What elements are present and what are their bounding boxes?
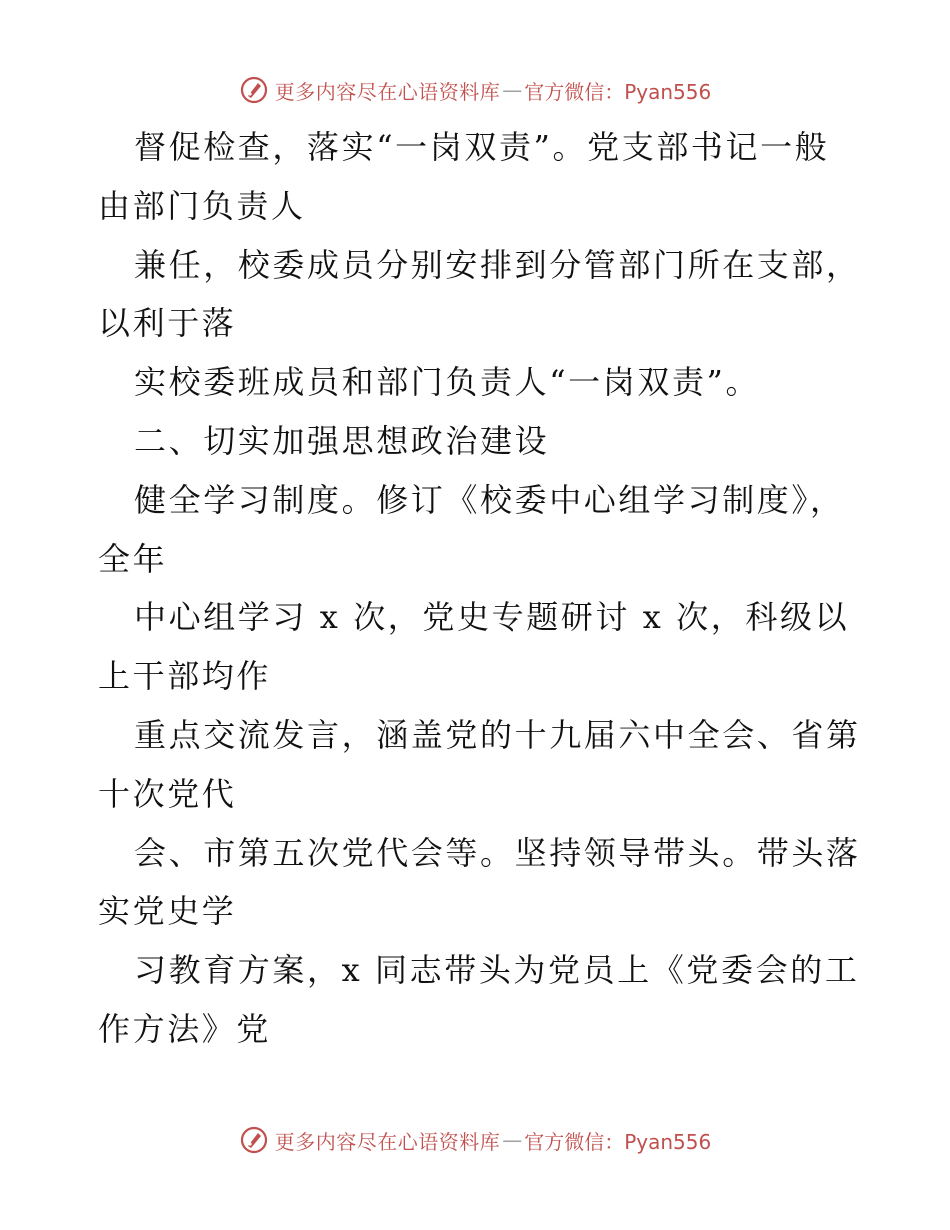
paragraph-line: 中心组学习 x 次，党史专题研讨 x 次，科级以 (134, 598, 850, 637)
document-body (98, 118, 861, 1059)
paragraph-line: 实党史学 (98, 892, 237, 931)
paragraph-line: 督促检查，落实“一岗双责”。党支部书记一般 (134, 128, 830, 166)
watermark-contact-text: 官方微信：Pyan556 (524, 79, 712, 104)
paragraph-line: 重点交流发言，涵盖党的十九届六中全会、省第 (134, 715, 861, 754)
paragraph-line: 十次党代 (98, 774, 237, 813)
paragraph-line: 上干部均作 (98, 657, 272, 696)
footer-watermark (0, 1120, 950, 1160)
paragraph-line: 健全学习制度。修订《校委中心组学习制度》， (134, 480, 845, 519)
paragraph-line: 兼任，校委成员分别安排到分管部门所在支部， (134, 245, 861, 284)
paragraph-line: 实校委班成员和部门负责人“一岗双责”。 (134, 363, 761, 402)
paragraph-line: 由部门负责人 (98, 186, 306, 225)
watermark-separator: — (502, 1128, 523, 1152)
paragraph-line: 习教育方案，x 同志带头为党员上《党委会的工 (134, 951, 860, 990)
paragraph-line: 以利于落 (98, 304, 237, 343)
paragraph-line: 会、市第五次党代会等。坚持领导带头。带头落 (134, 833, 861, 872)
header-watermark (0, 70, 950, 110)
watermark-separator: — (502, 78, 523, 102)
pen-nib-logo-icon (239, 75, 269, 105)
paragraph-line: 作方法》党 (98, 1009, 272, 1048)
watermark-site-text: 更多内容尽在心语资料库 (274, 79, 501, 104)
paragraph-line: 全年 (98, 539, 168, 578)
pen-nib-logo-icon (239, 1125, 269, 1155)
watermark-contact-text: 官方微信：Pyan556 (524, 1129, 712, 1154)
watermark-site-text: 更多内容尽在心语资料库 (274, 1129, 501, 1154)
section-heading: 二、切实加强思想政治建设 (134, 421, 550, 460)
